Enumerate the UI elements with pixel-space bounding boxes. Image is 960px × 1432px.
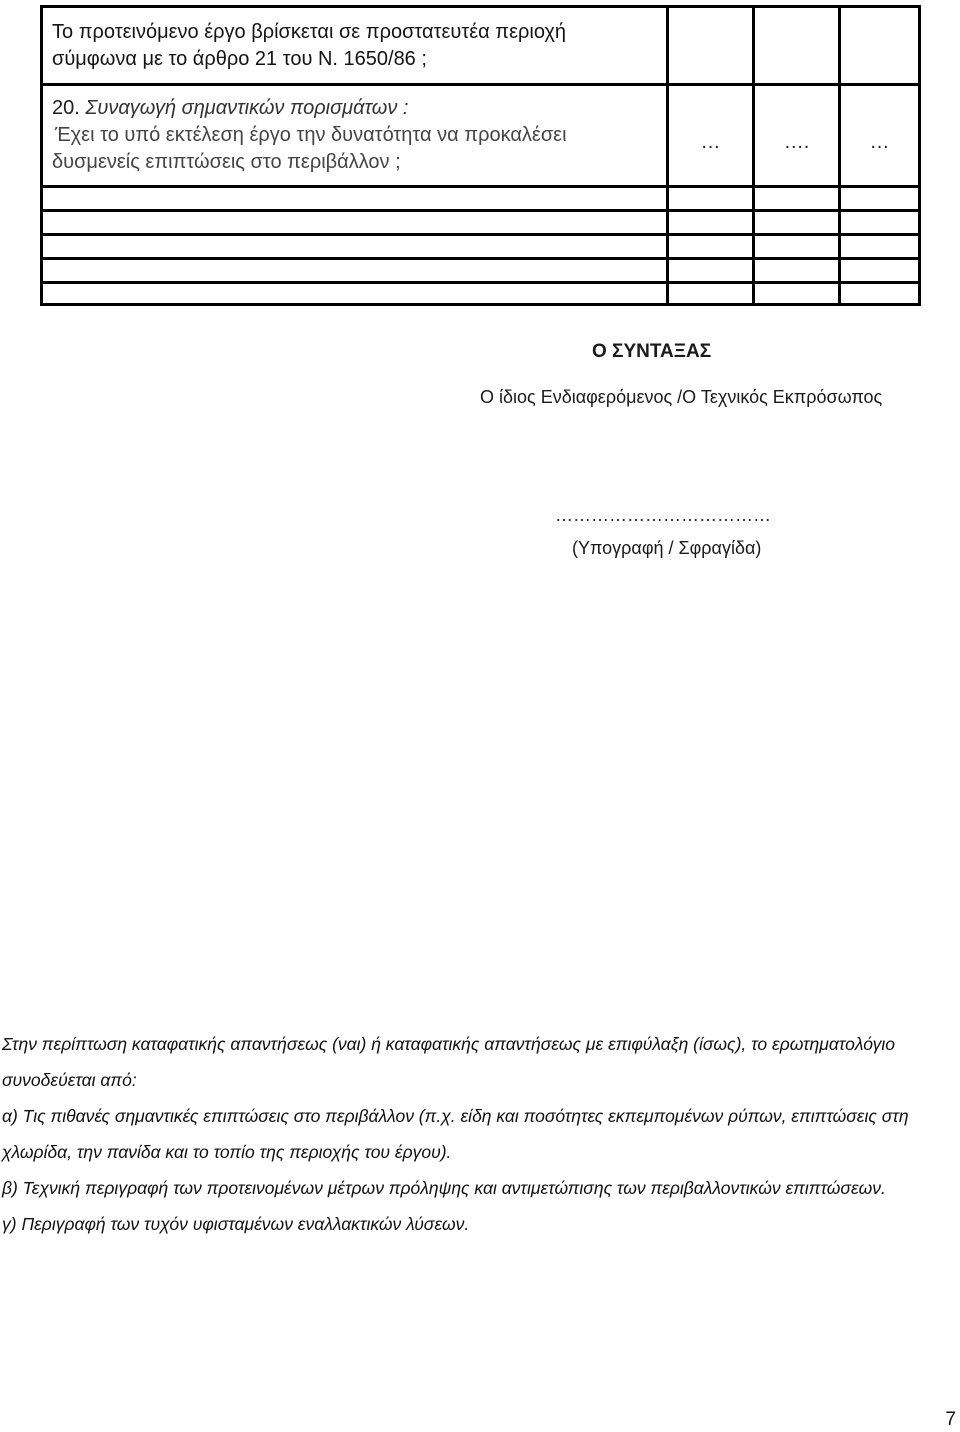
section-number: 20. xyxy=(52,97,80,119)
answer-cell xyxy=(754,7,840,85)
answer-cell xyxy=(668,7,754,85)
empty-cell xyxy=(840,187,920,211)
table-body xyxy=(42,7,920,305)
empty-cell xyxy=(754,235,840,259)
empty-cell xyxy=(754,259,840,283)
empty-cell xyxy=(42,235,668,259)
empty-row xyxy=(42,283,920,305)
empty-cell xyxy=(754,283,840,305)
empty-cell xyxy=(668,187,754,211)
questionnaire-table xyxy=(40,5,921,306)
section-heading-line xyxy=(52,95,658,122)
question-text-line: δυσμενείς επιπτώσεις στο περιβάλλον ; xyxy=(52,151,401,173)
empty-cell xyxy=(840,235,920,259)
notes-paragraph xyxy=(2,1026,909,1242)
note-line: χλωρίδα, την πανίδα και το τοπίο της περιοχής του έργου). xyxy=(2,1142,452,1162)
author-title: Ο ΣΥΝΤΑΞΑΣ xyxy=(592,341,712,362)
note-item-c: γ) Περιγραφή των τυχόν υφισταμένων εναλλακτικών λύσεων. xyxy=(2,1214,470,1234)
author-role: Ο ίδιος Ενδιαφερόμενος /Ο Τεχνικός Εκπρόσωπος xyxy=(480,387,883,407)
table-row-conclusions xyxy=(42,85,920,187)
empty-cell xyxy=(42,187,668,211)
section-heading: Συναγωγή σημαντικών πορισμάτων : xyxy=(85,97,409,119)
empty-row xyxy=(42,211,920,235)
empty-cell xyxy=(840,211,920,235)
empty-cell xyxy=(840,259,920,283)
note-line: συνοδεύεται από: xyxy=(2,1070,137,1090)
signature-dotted-line: ……………………………… xyxy=(555,505,771,525)
empty-cell xyxy=(42,283,668,305)
answer-cell xyxy=(840,7,920,85)
note-item-b: β) Τεχνική περιγραφή των προτεινομένων μέτρων πρόληψης και αντιμετώπισης των περιβαλλοντικών επιπτώσεων. xyxy=(2,1178,886,1198)
answer-cell: … xyxy=(840,85,920,187)
question-text-line: Το προτεινόμενο έργο βρίσκεται σε προστατευτέα περιοχή xyxy=(52,20,567,43)
answer-cell: …. xyxy=(754,85,840,187)
empty-row xyxy=(42,259,920,283)
question-cell xyxy=(42,85,668,187)
empty-row xyxy=(42,235,920,259)
empty-row xyxy=(42,187,920,211)
empty-cell xyxy=(754,211,840,235)
table-row-protected-area xyxy=(42,7,920,85)
empty-cell xyxy=(840,283,920,305)
note-item-a: α) Τις πιθανές σημαντικές επιπτώσεις στο περιβάλλον (π.χ. είδη και ποσότητες εκπεμπομένων ρύπων, επιπτώσεις στη xyxy=(2,1106,909,1126)
empty-cell xyxy=(668,283,754,305)
question-text-line: Έχει το υπό εκτέλεση έργο την δυνατότητα να προκαλέσει xyxy=(55,124,567,146)
empty-cell xyxy=(42,259,668,283)
signature-caption: (Υπογραφή / Σφραγίδα) xyxy=(572,538,762,558)
page-number: 7 xyxy=(945,1409,956,1430)
question-text-line: σύμφωνα με το άρθρο 21 του Ν. 1650/86 ; xyxy=(52,47,427,70)
question-cell xyxy=(42,7,668,85)
empty-cell xyxy=(42,211,668,235)
note-line: Στην περίπτωση καταφατικής απαντήσεως (ναι) ή καταφατικής απαντήσεως με επιφύλαξη (ίσως), το ερωτηματολόγιο xyxy=(2,1034,895,1054)
empty-cell xyxy=(668,259,754,283)
empty-cell xyxy=(668,211,754,235)
empty-cell xyxy=(668,235,754,259)
answer-cell: … xyxy=(668,85,754,187)
empty-cell xyxy=(754,187,840,211)
